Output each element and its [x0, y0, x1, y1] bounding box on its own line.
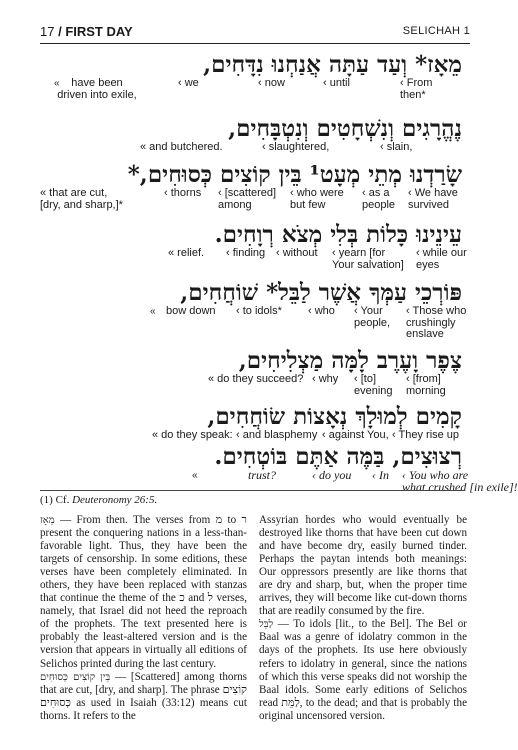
- verse-gloss: [40, 188, 462, 218]
- footnote: [40, 494, 157, 506]
- commentary-text: Assyrian hordes who would eventually be destroyed like thorns that have been cut down and have become dry, easily burned tinder. Perhaps the paytan intends both meanings: Our oppressors presently are like thorns that are dry and sharp, but, when the proper time arrives, they will become like cut-down thorns that are readily consumed by the fire.: [259, 514, 467, 618]
- commentary-text: — [Scattered] among thorns that are cut, [dry, and sharp]. The phrase קוֹצִים כְּסוּחִים as used in Isaiah (33:12) means cut thorns. It refers to the: [40, 670, 247, 722]
- gloss-word: trust?: [248, 468, 277, 482]
- verse-hebrew: שָׂרַדְנוּ מְתֵי מְעָט¹ בֵּין קוֹצִים כְּסוּחִים,*: [127, 161, 462, 188]
- verse-gloss: [40, 78, 462, 108]
- page-number: 17: [40, 24, 55, 39]
- verse-7: [40, 404, 462, 446]
- gloss-marker: «: [150, 306, 156, 317]
- commentary-lemma: לַבֵּל: [259, 619, 274, 631]
- verse-hebrew: עֵינֵינוּ כָּלוֹת בְּלִי מְצֹא רְוָחִים.: [214, 221, 462, 248]
- gloss-marker: «: [54, 78, 60, 89]
- verse-5: [40, 279, 467, 346]
- gloss-word: ‹ we: [178, 77, 199, 89]
- gloss-word: ‹ slaughtered,: [262, 141, 330, 153]
- verse-4: [40, 221, 467, 278]
- gloss-word: ‹ who: [308, 305, 335, 317]
- gloss-word: ‹ and blasphemy: [236, 429, 318, 441]
- gloss-word: ‹ We have survived: [408, 187, 458, 211]
- verse-2: [40, 116, 462, 158]
- gloss-word: « and butchered.: [140, 141, 223, 153]
- verse-gloss: [40, 305, 467, 346]
- commentary-paragraph: [259, 514, 467, 618]
- page-title: 17 / FIRST DAY: [40, 24, 133, 39]
- gloss-word: have been driven into exile,: [57, 77, 137, 101]
- verse-hebrew: מֵאָז* וְעַד עַתָּה אֲנַחְנוּ נִדָּחִים,: [203, 51, 462, 78]
- verse-hebrew: נֶהֱרָגִים וְנִשְׁחָטִים וְנִטְבָּחִים,: [228, 115, 462, 142]
- commentary-text: — From then. The verses from מ to ר present the conquering nations in a less-than-favorable light. Thus, they have been the targets of censorship. In some editions, these verses have been completely eliminated. In others, they have been replaced with stanzas that continue the theme of the כ and ל verses, namely, that Israel did not heed the reproach of the prophets. The text presented here is probably the least-altered version and is the version that appears in virtually all editions of Selichos printed during the last century.: [40, 514, 247, 670]
- commentary-left-column: [40, 514, 247, 723]
- gloss-word: ‹ Those who crushingly enslave: [406, 305, 467, 340]
- commentary-text: — To idols [lit., to the Bel]. The Bel or Baal was a genre of idolatry common in the days of the prophets. Its use here obviously refers to idolatry in general, since the nations of which this verse speaks did not worship the Baal idols. Some early editions of Selichos read לַמֵּת, to the dead; and that is probably the original uncensored version.: [259, 618, 467, 722]
- running-title: SELICHAH 1: [402, 25, 470, 37]
- gloss-word: ‹ yearn [for Your salvation]: [332, 247, 404, 271]
- gloss-word: ‹ until: [323, 77, 350, 89]
- gloss-word: ‹ In: [372, 468, 389, 482]
- section-title: FIRST DAY: [65, 24, 133, 39]
- gloss-word: ‹ while our eyes: [416, 247, 467, 271]
- gloss-marker: «: [192, 470, 198, 481]
- commentary-paragraph: [40, 671, 247, 723]
- gloss-word: ‹ without: [276, 247, 318, 259]
- gloss-word: ‹ now: [258, 77, 285, 89]
- verse-8: [40, 443, 518, 500]
- gloss-word: ‹ as a people: [362, 187, 396, 211]
- gloss-word: « do they succeed?: [208, 373, 304, 385]
- verse-hebrew: רְצוּצִים, בַּמֶּה אַתֶּם בּוֹטְחִים.: [214, 443, 462, 470]
- gloss-word: ‹ finding: [226, 247, 266, 259]
- footnote-text: (1) Cf.: [40, 494, 73, 506]
- verse-hebrew: צֶפֶר וָעֶרֶב לָמָּה מַצְלִיחִים,: [238, 347, 462, 374]
- gloss-word: ‹ [from] morning: [406, 373, 446, 397]
- verse-1: [40, 52, 462, 108]
- verse-gloss: [40, 374, 462, 404]
- gloss-word: « relief.: [168, 247, 205, 259]
- gloss-word: ‹ against You,: [322, 429, 389, 441]
- gloss-word: ‹ [to] evening: [354, 373, 393, 397]
- gloss-word: ‹ You who are what crushed [in exile]!: [402, 468, 518, 494]
- commentary-lemma: מֵאָז: [40, 515, 55, 526]
- commentary-lemma: בֵּין קוֹצִים כְּסוּחִים: [40, 671, 111, 683]
- gloss-word: « that are cut, [dry, and sharp,]*: [40, 187, 123, 211]
- gloss-word: bow down: [166, 305, 216, 317]
- verse-6: [40, 348, 462, 404]
- commentary-right-column: [259, 514, 467, 723]
- commentary-paragraph: [259, 618, 467, 722]
- commentary-paragraph: [40, 514, 247, 671]
- gloss-word: ‹ Your people,: [354, 305, 391, 329]
- gloss-word: ‹ do you: [312, 468, 352, 482]
- footnote-divider: [40, 490, 465, 491]
- verse-hebrew: קָמִים לְמוּלָךְ נְאָצוֹת שׂוֹחֲחִים,: [207, 403, 462, 430]
- verse-gloss: [40, 247, 467, 278]
- gloss-word: ‹ thorns: [164, 187, 202, 199]
- gloss-word: ‹ who were but few: [290, 187, 344, 211]
- gloss-word: ‹ why: [312, 373, 339, 385]
- gloss-word: ‹ [scattered] among: [218, 187, 277, 211]
- verse-3: [40, 162, 462, 218]
- gloss-word: ‹ to idols*: [236, 305, 282, 317]
- verse-hebrew: פּוֹרְכֵי עַמְּךָ אֲשֶׁר לַבֵּל* שׁוֹחֲחִים,: [180, 279, 462, 306]
- page-header: [40, 22, 470, 44]
- gloss-word: ‹ slain,: [380, 141, 413, 153]
- footnote-reference: Deuteronomy 26:5.: [72, 494, 158, 506]
- verse-gloss: [40, 142, 462, 158]
- gloss-word: ‹ They rise up: [392, 429, 460, 441]
- gloss-word: ‹ From then*: [400, 77, 433, 101]
- gloss-word: « do they speak:: [152, 429, 233, 441]
